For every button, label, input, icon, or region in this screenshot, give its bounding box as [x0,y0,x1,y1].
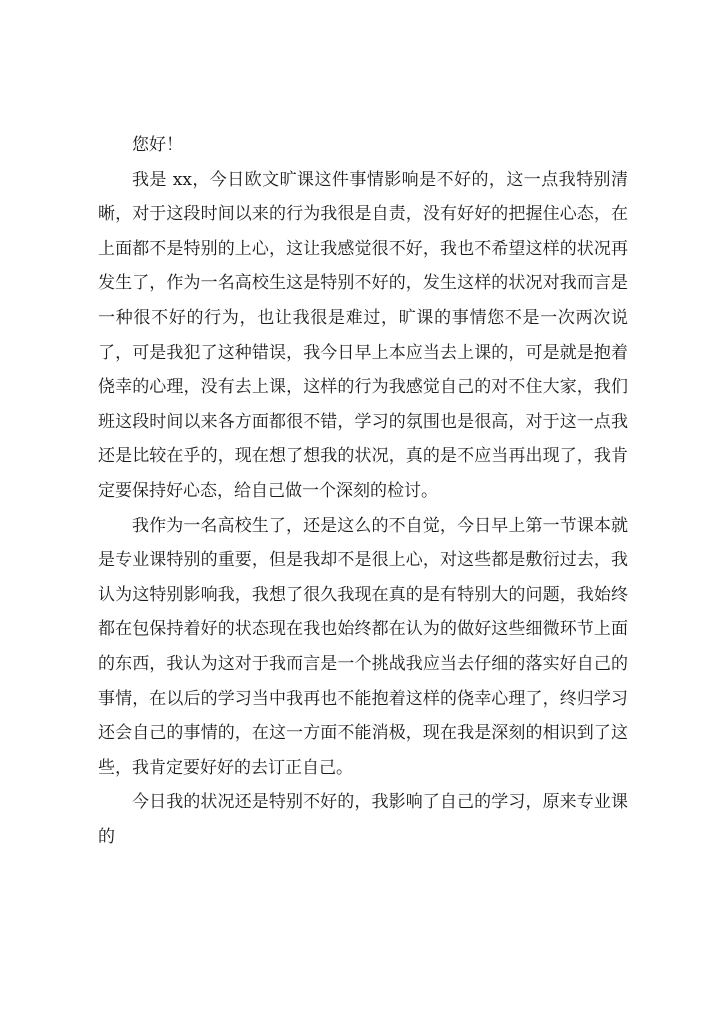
letter-paragraph-3: 今日我的状况还是特别不好的，我影响了自己的学习，原来专业课的 [98,792,628,847]
letter-body [98,128,628,854]
letter-greeting: 您好！ [132,135,183,155]
letter-paragraph-2: 我作为一名高校生了，还是这么的不自觉，今日早上第一节课本就是专业课特别的重要，但是我却不是很上心，对这些都是敷衍过去，我认为这特别影响我，我想了很久我现在真的是有特别大的问题，我始终都在包保持着好的状态现在我也始终都在认为的做好这些细微环节上面的东西，我认为这对于我而言是一个挑战我应当去仔细的落实好自己的事情，在以后的学习当中我再也不能抱着这样的侥幸心理了，终归学习还会自己的事情的，在这一方面不能消极，现在我是深刻的相识到了这些，我肯定要好好的去订正自己。 [98,515,628,778]
letter-paragraph-1: 我是 xx，今日欧文旷课这件事情影响是不好的，这一点我特别清晰，对于这段时间以来的行为我很是自责，没有好好的把握住心态，在上面都不是特别的上心，这让我感觉很不好，我也不希望这样的状况再发生了，作为一名高校生这是特别不好的，发生这样的状况对我而言是一种很不好的行为，也让我很是难过，旷课的事情您不是一次两次说了，可是我犯了这种错误，我今日早上本应当去上课的，可是就是抱着侥幸的心理，没有去上课，这样的行为我感觉自己的对不住大家，我们班这段时间以来各方面都很不错，学习的氛围也是很高，对于这一点我还是比较在乎的，现在想了想我的状况，真的是不应当再出现了，我肯定要保持好心态，给自己做一个深刻的检讨。 [98,169,628,501]
